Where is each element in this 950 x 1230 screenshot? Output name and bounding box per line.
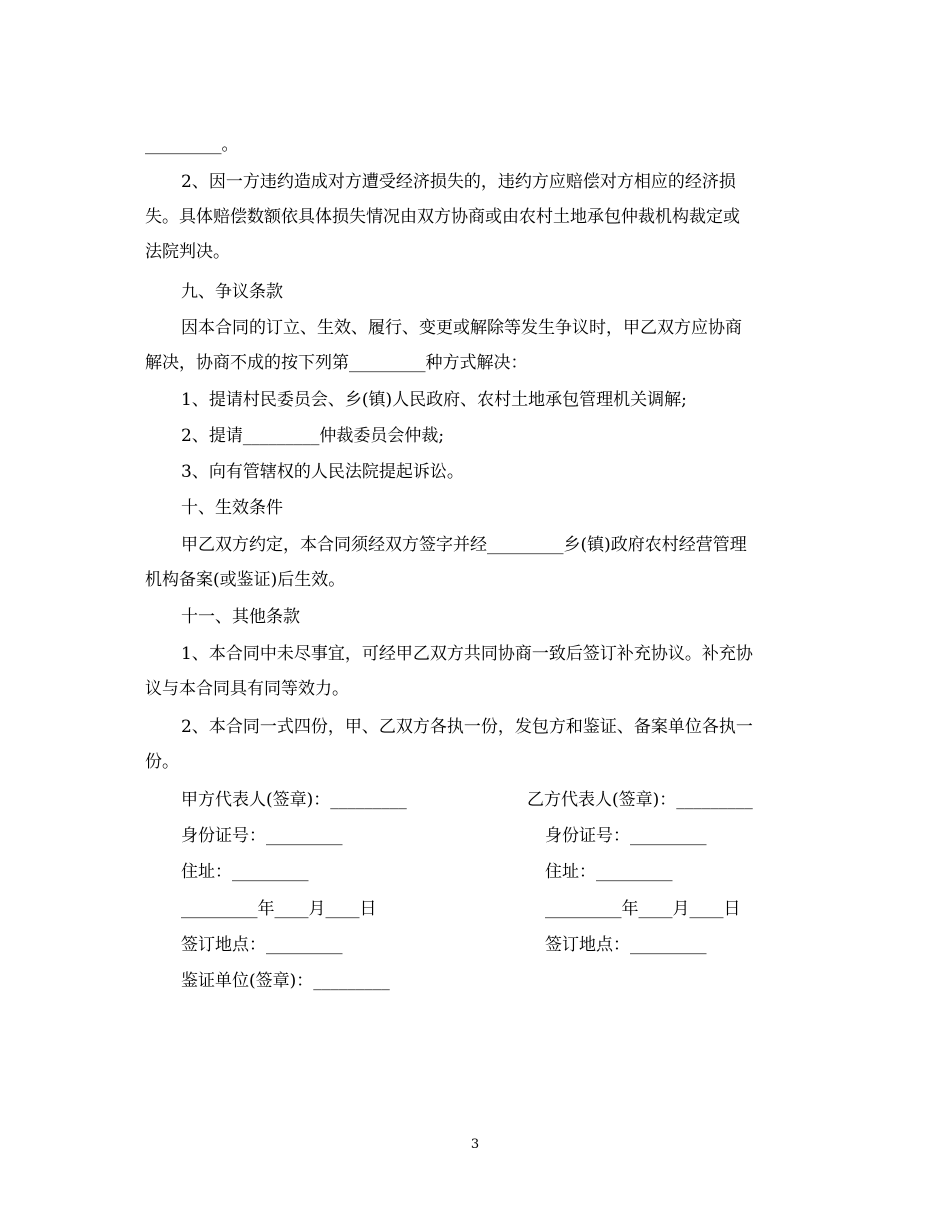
effective-paragraph-line-2: 机构备案(或鉴证)后生效。 [145,570,346,590]
party-a-representative: 甲方代表人(签章)：_________ [181,790,407,810]
notary-unit: 鉴证单位(签章)：_________ [181,971,390,991]
dispute-option-2: 2、提请_________仲裁委员会仲裁; [181,426,445,446]
party-a-date: _________年____月____日 [181,899,377,919]
other-item-2-line-2: 份。 [145,752,179,772]
blank-line-continuation: _________。 [145,135,239,155]
party-a-id-number: 身份证号：_________ [181,826,343,846]
party-b-signing-place: 签订地点：_________ [545,935,707,955]
effective-paragraph-line-1: 甲乙双方约定，本合同须经双方签字并经_________乡(镇)政府农村经营管理 [181,535,747,555]
party-b-date: _________年____月____日 [545,899,741,919]
party-a-address: 住址：_________ [181,862,309,882]
dispute-option-1: 1、提请村民委员会、乡(镇)人民政府、农村土地承包管理机关调解; [181,390,687,410]
other-item-2-line-1: 2、本合同一式四份，甲、乙双方各执一份，发包方和鉴证、备案单位各执一 [181,717,753,737]
dispute-paragraph-line-1: 因本合同的订立、生效、履行、变更或解除等发生争议时，甲乙双方应协商 [181,318,742,338]
dispute-paragraph-line-2: 解决，协商不成的按下列第_________种方式解决： [145,353,528,373]
clause-8-item-2-line-2: 失。具体赔偿数额依具体损失情况由双方协商或由农村土地承包仲裁机构裁定或 [145,207,740,227]
section-heading-effective: 十、生效条件 [181,498,283,518]
other-item-1-line-2: 议与本合同具有同等效力。 [145,679,349,699]
party-b-representative: 乙方代表人(签章)：_________ [527,790,753,810]
clause-8-item-2-line-3: 法院判决。 [145,242,230,262]
section-heading-other: 十一、其他条款 [181,607,300,627]
section-heading-dispute: 九、争议条款 [181,282,283,302]
page-number: 3 [470,1137,480,1152]
other-item-1-line-1: 1、本合同中未尽事宜，可经甲乙双方共同协商一致后签订补充协议。补充协 [181,644,753,664]
clause-8-item-2-line-1: 2、因一方违约造成对方遭受经济损失的，违约方应赔偿对方相应的经济损 [181,172,736,192]
dispute-option-3: 3、向有管辖权的人民法院提起诉讼。 [181,462,464,482]
party-b-address: 住址：_________ [545,862,673,882]
party-a-signing-place: 签订地点：_________ [181,935,343,955]
party-b-id-number: 身份证号：_________ [545,826,707,846]
